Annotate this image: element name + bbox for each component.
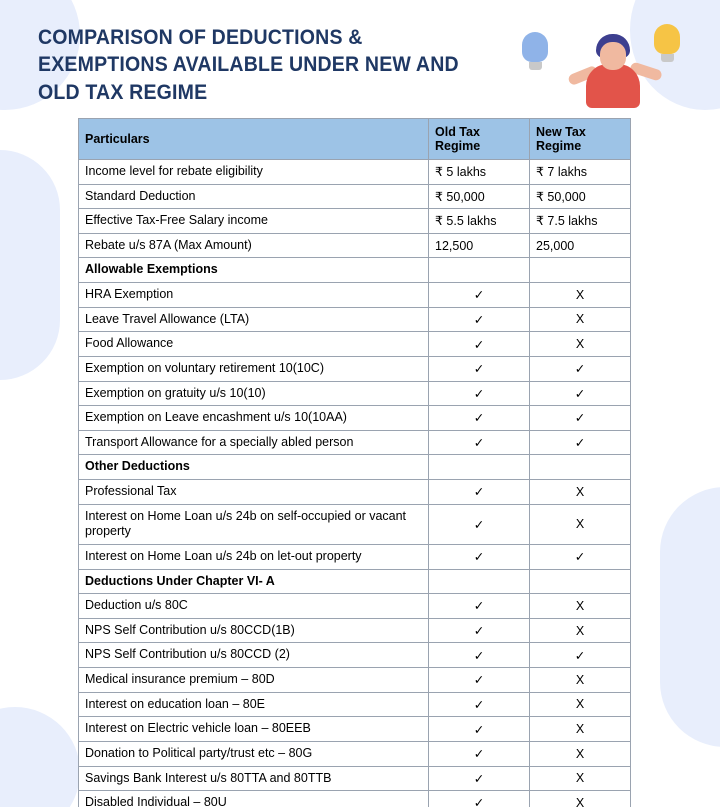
new-regime-value: ✓ (530, 406, 631, 431)
old-regime-value: 12,500 (429, 233, 530, 258)
new-regime-value: ₹ 7 lakhs (530, 159, 631, 184)
new-regime-value: X (530, 791, 631, 807)
table-row (79, 233, 631, 258)
row-label: Interest on Electric vehicle loan – 80EEB (79, 717, 429, 742)
table-row (79, 741, 631, 766)
new-regime-value: ✓ (530, 430, 631, 455)
old-regime-value (429, 258, 530, 283)
column-header-old-tax-regime: Old Tax Regime (429, 118, 530, 159)
table-row (79, 643, 631, 668)
row-label: Income level for rebate eligibility (79, 159, 429, 184)
table-row (79, 430, 631, 455)
section-heading: Allowable Exemptions (79, 258, 429, 283)
page-title: COMPARISON OF DEDUCTIONS & EXEMPTIONS AVAILABLE UNDER NEW AND OLD TAX REGIME (38, 26, 459, 104)
table-row (79, 594, 631, 619)
table-row (79, 184, 631, 209)
old-regime-value: ₹ 5.5 lakhs (429, 209, 530, 234)
table-row (79, 209, 631, 234)
table-row (79, 159, 631, 184)
old-regime-value: ₹ 5 lakhs (429, 159, 530, 184)
old-regime-value: ✓ (429, 594, 530, 619)
header-illustration (516, 24, 696, 104)
row-label: Exemption on voluntary retirement 10(10C) (79, 356, 429, 381)
old-regime-value: ✓ (429, 544, 530, 569)
new-regime-value: ✓ (530, 356, 631, 381)
table-row (79, 406, 631, 431)
old-regime-value: ✓ (429, 430, 530, 455)
table-body (79, 159, 631, 807)
old-regime-value (429, 569, 530, 594)
table-row (79, 668, 631, 693)
new-regime-value (530, 455, 631, 480)
lightbulb-icon (522, 32, 548, 70)
table-row (79, 618, 631, 643)
row-label: Savings Bank Interest u/s 80TTA and 80TTB (79, 766, 429, 791)
new-regime-value (530, 569, 631, 594)
old-regime-value: ₹ 50,000 (429, 184, 530, 209)
old-regime-value: ✓ (429, 618, 530, 643)
row-label: Exemption on gratuity u/s 10(10) (79, 381, 429, 406)
row-label: Professional Tax (79, 480, 429, 505)
row-label: Interest on Home Loan u/s 24b on let-out property (79, 544, 429, 569)
row-label: Effective Tax-Free Salary income (79, 209, 429, 234)
old-regime-value: ✓ (429, 643, 530, 668)
old-regime-value: ✓ (429, 283, 530, 308)
new-regime-value: X (530, 307, 631, 332)
old-regime-value: ✓ (429, 356, 530, 381)
old-regime-value: ✓ (429, 480, 530, 505)
old-regime-value: ✓ (429, 504, 530, 544)
table-row (79, 692, 631, 717)
new-regime-value: X (530, 741, 631, 766)
row-label: Transport Allowance for a specially abled person (79, 430, 429, 455)
row-label: Interest on education loan – 80E (79, 692, 429, 717)
new-regime-value (530, 258, 631, 283)
new-regime-value: X (530, 504, 631, 544)
table-row (79, 307, 631, 332)
row-label: NPS Self Contribution u/s 80CCD(1B) (79, 618, 429, 643)
row-label: Rebate u/s 87A (Max Amount) (79, 233, 429, 258)
new-regime-value: ₹ 7.5 lakhs (530, 209, 631, 234)
table-header (79, 118, 631, 159)
table-row (79, 455, 631, 480)
comparison-table (78, 118, 631, 807)
old-regime-value: ✓ (429, 717, 530, 742)
document-header (0, 0, 720, 112)
new-regime-value: X (530, 332, 631, 357)
table-row (79, 356, 631, 381)
old-regime-value: ✓ (429, 766, 530, 791)
section-heading: Deductions Under Chapter VI- A (79, 569, 429, 594)
new-regime-value: X (530, 618, 631, 643)
row-label: Disabled Individual – 80U (79, 791, 429, 807)
row-label: Standard Deduction (79, 184, 429, 209)
table-row (79, 766, 631, 791)
table-row (79, 283, 631, 308)
row-label: Deduction u/s 80C (79, 594, 429, 619)
new-regime-value: X (530, 594, 631, 619)
old-regime-value: ✓ (429, 741, 530, 766)
old-regime-value: ✓ (429, 406, 530, 431)
table-row (79, 791, 631, 807)
table-header-row (79, 118, 631, 159)
table-row (79, 504, 631, 544)
old-regime-value: ✓ (429, 668, 530, 693)
table-row (79, 332, 631, 357)
new-regime-value: 25,000 (530, 233, 631, 258)
table-row (79, 569, 631, 594)
lightbulb-icon (654, 24, 680, 62)
column-header-new-tax-regime: New Tax Regime (530, 118, 631, 159)
section-heading: Other Deductions (79, 455, 429, 480)
table-row (79, 717, 631, 742)
old-regime-value: ✓ (429, 381, 530, 406)
new-regime-value: X (530, 692, 631, 717)
person-illustration (570, 30, 656, 106)
old-regime-value: ✓ (429, 332, 530, 357)
row-label: Interest on Home Loan u/s 24b on self-occupied or vacant property (79, 504, 429, 544)
new-regime-value: X (530, 480, 631, 505)
row-label: Food Allowance (79, 332, 429, 357)
new-regime-value: X (530, 717, 631, 742)
row-label: Leave Travel Allowance (LTA) (79, 307, 429, 332)
decorative-blob (0, 150, 60, 380)
new-regime-value: ✓ (530, 643, 631, 668)
new-regime-value: X (530, 668, 631, 693)
row-label: HRA Exemption (79, 283, 429, 308)
row-label: Exemption on Leave encashment u/s 10(10AA) (79, 406, 429, 431)
table-row (79, 258, 631, 283)
row-label: Donation to Political party/trust etc – 80G (79, 741, 429, 766)
row-label: NPS Self Contribution u/s 80CCD (2) (79, 643, 429, 668)
new-regime-value: ₹ 50,000 (530, 184, 631, 209)
row-label: Medical insurance premium – 80D (79, 668, 429, 693)
new-regime-value: ✓ (530, 381, 631, 406)
decorative-blob (0, 707, 80, 807)
column-header-particulars: Particulars (79, 118, 429, 159)
old-regime-value (429, 455, 530, 480)
new-regime-value: ✓ (530, 544, 631, 569)
comparison-table-wrapper (78, 118, 702, 807)
new-regime-value: X (530, 766, 631, 791)
old-regime-value: ✓ (429, 307, 530, 332)
old-regime-value: ✓ (429, 791, 530, 807)
table-row (79, 480, 631, 505)
old-regime-value: ✓ (429, 692, 530, 717)
new-regime-value: X (530, 283, 631, 308)
table-row (79, 544, 631, 569)
table-row (79, 381, 631, 406)
